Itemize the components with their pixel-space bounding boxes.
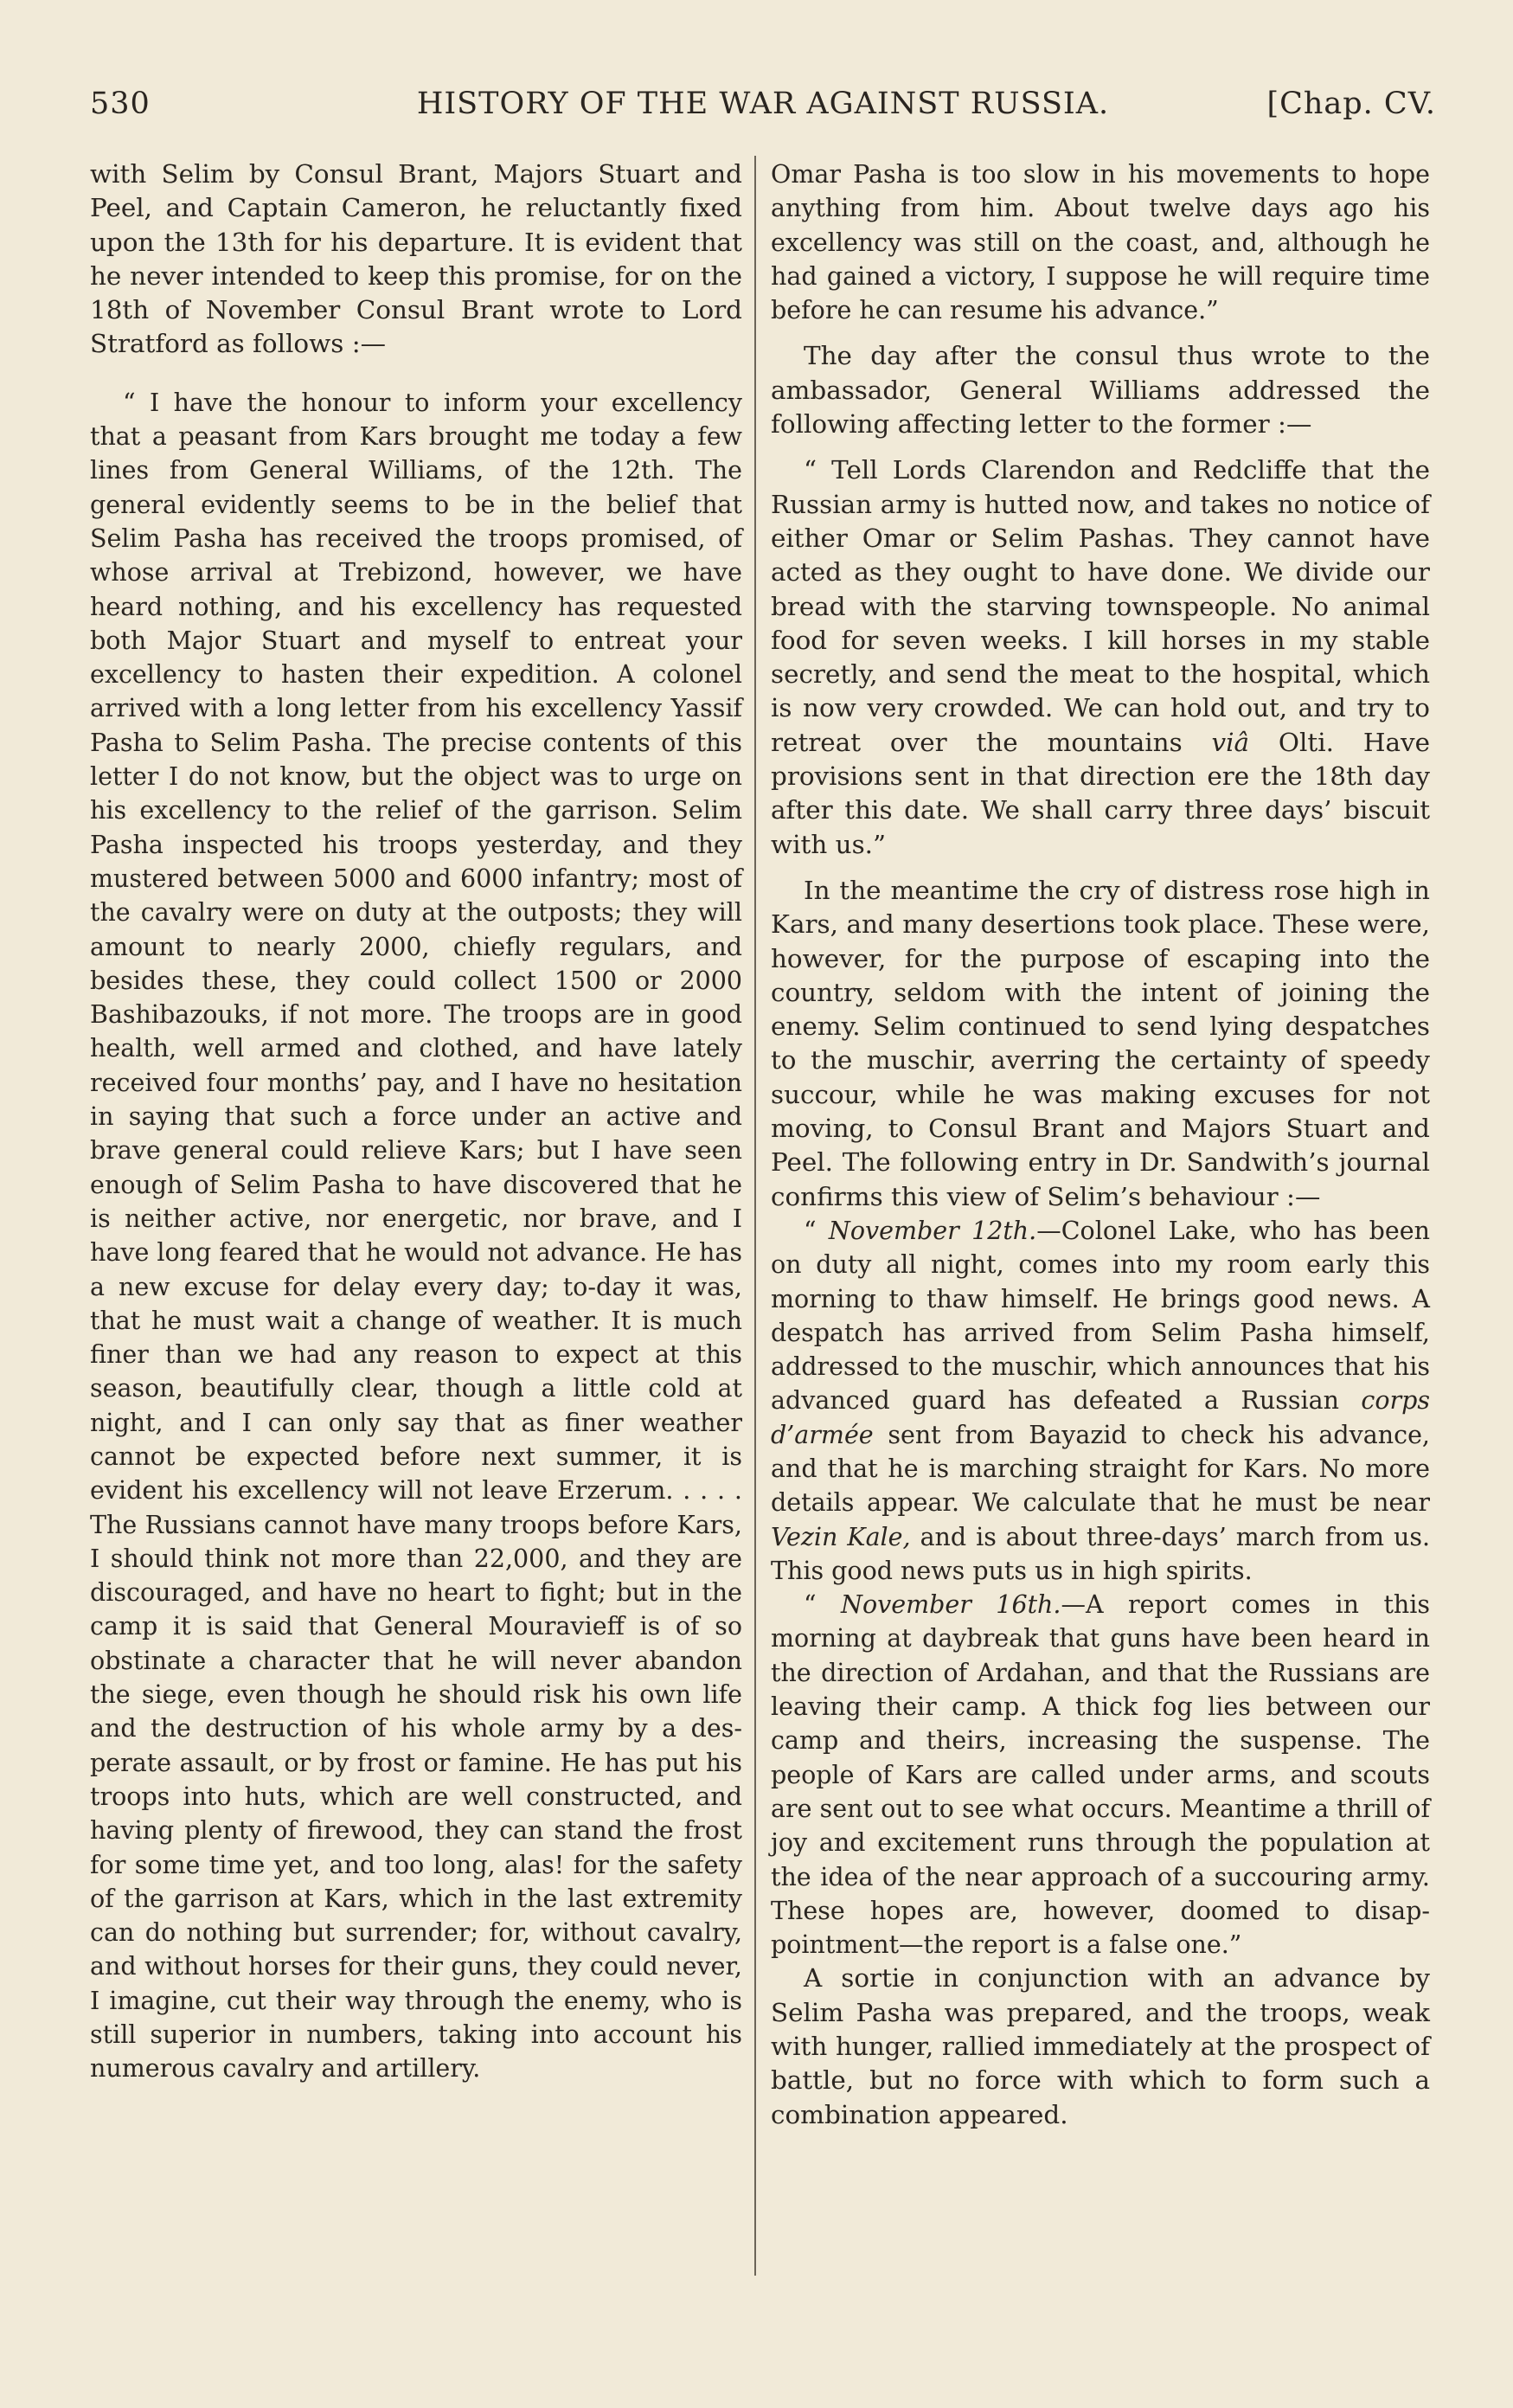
paragraph: A sortie in conjunction with an advance by Selim Pasha was prepared, and the troops, weak with hunger, rallied immediately at the prospect of battle, but no force with which to form such a combination appeared. bbox=[771, 1963, 1430, 2129]
entry-date: November 12th. bbox=[828, 1216, 1037, 1245]
text-run: sent from Bayazid to check his advance, and that he is marching straight for Kars. No more details appear. We calculate that he must be near bbox=[771, 1420, 1430, 1518]
text-run: “ bbox=[804, 1590, 842, 1620]
page-number: 530 bbox=[90, 87, 151, 121]
text-run: and is about three-days’ march from us. This good news puts us in high spirits. bbox=[771, 1522, 1431, 1585]
text-run: “ Tell Lords Clarendon and Redcliffe that the Russian army is hutted now, and takes no notice of either Omar or Selim Pashas. They cannot have acted as they ought to have done. We divide our bread with the starving townspeople. No animal food for seven weeks. I kill horses in my stable secretly, and send the meat to the hospital, which is now very crowded. We can hold out, and try to retreat over the mountains bbox=[771, 455, 1430, 757]
text-run: Olti. Have provisions sent in that direction ere the 18th day after this date. We shall carry three days’ biscuit with us.” bbox=[771, 727, 1430, 859]
chapter-label: [Chap. CV. bbox=[1266, 87, 1436, 121]
column-divider bbox=[754, 156, 756, 2276]
quoted-letter-end: Omar Pasha is too slow in his movements to hope anything from him. About twelve days ago his excellency was still on the coast, and, although he had gained a victory, I suppose he will require time before he can resume his advance.” bbox=[771, 160, 1430, 325]
paragraph: In the meantime the cry of distress rose high in Kars, and many desertions took place. These were, however, for the purpose of escaping into the country, seldom with the intent of joining the enemy. Selim continued to send lying despatches to the muschir, averring the certainty of speedy succour, while he was making excuses for not moving, to Consul Brant and Majors Stuart and Peel. The following entry in Dr. Sandwith’s journal confirms this view of Selim’s behaviour :— bbox=[771, 875, 1430, 1211]
page-header bbox=[90, 87, 1436, 138]
quoted-letter: “ I have the honour to inform your excellency that a peasant from Kars brought me today a few lines from General Williams, of the 12th. The general evidently seems to be in the belief that Selim Pasha has received the troops promised, of whose arrival at Trebizond, however, we have heard nothing, and his excellency has requested both Major Stuart and myself to entreat your excellency to hasten their expedition. A colonel arrived with a long letter from his excellency Yassif Pasha to Selim Pasha. The precise contents of this letter I do not know, but the object was to urge on his excellency to the relief of the garrison. Selim Pasha inspected his troops yesterday, and they mustered between 5000 and 6000 infantry; most of the cavalry were on duty at the outposts; they will amount to nearly 2000, chiefly regulars, and besides these, they could collect 1500 or 2000 Bashibazouks, if not more. The troops are in good health, well armed and clothed, and have lately received four months’ pay, and I have no hesitation in saying that such a force under an active and brave general could relieve Kars; but I have seen enough of Selim Pasha to have discovered that he is neither active, nor energetic, nor brave, and I have long feared that he would not advance. He has a new excuse for delay every day; to-day it was, that he must wait a change of weather. It is much finer than we had any reason to expect at this season, beautifully clear, though a little cold at night, and I can only say that as finer weather cannot be expected before next summer, it is evident his excellency will not leave Erzerum. . . . . The Russians cannot have many troops before Kars, I should think not more than 22,000, and they are discouraged, and have no heart to fight; but in the camp it is said that General Mouravieff is of so obstinate a character that he will never abandon the siege, even though he should risk his own life and the destruction of his whole army by a desperate assault, or by frost or famine. He has put his troops into huts, which are well constructed, and having plenty of firewood, they can stand the frost for some time yet, and too long, alas! for the safety of the garrison at Kars, which in the last extremity can do nothing but surrender; for, without cavalry, and without horses for their guns, they could never, I imagine, cut their way through the enemy, who is still superior in numbers, taking into account his numerous cavalry and artillery. bbox=[90, 388, 742, 2084]
left-column bbox=[90, 157, 742, 2086]
paragraph: The day after the consul thus wrote to the ambassador, General Williams addressed the following affecting letter to the former :— bbox=[771, 341, 1430, 440]
text-run: “ bbox=[804, 1216, 829, 1245]
entry-date: November 16th. bbox=[841, 1590, 1061, 1620]
journal-entry bbox=[771, 1588, 1430, 1962]
text-run: —A report comes in this morning at daybreak that guns have been heard in the direction of Ardahan, and that the Russians are leaving their camp. A thick fog lies between our camp and theirs, increasing the suspense. The people of Kars are called under arms, and scouts are sent out to see what occurs. Meantime a thrill of joy and excitement runs through the population at the idea of the near approach of a succouring army. These hopes are, however, doomed to disappointment—the report is a false one.” bbox=[771, 1590, 1430, 1960]
quoted-letter bbox=[771, 453, 1430, 862]
italic-text: Vezin Kale, bbox=[771, 1522, 911, 1551]
journal-entry bbox=[771, 1214, 1430, 1588]
text-run: —Colonel Lake, who has been on duty all night, comes into my room early this morning to thaw himself. He brings good news. A despatch has arrived from Selim Pasha himself, addressed to the muschir, which announces that his advanced guard has defeated a Russian bbox=[771, 1216, 1431, 1416]
italic-text: corps d’armée bbox=[771, 1386, 1430, 1449]
running-title: HISTORY OF THE WAR AGAINST RUSSIA. bbox=[416, 87, 1110, 121]
right-column bbox=[771, 157, 1430, 2132]
italic-text: viâ bbox=[1211, 727, 1250, 757]
paragraph: with Selim by Consul Brant, Majors Stuart and Peel, and Captain Cameron, he reluctantly fixed upon the 13th for his departure. It is evident that he never intended to keep this promise, for on the 18th of November Consul Brant wrote to Lord Stratford as follows :— bbox=[90, 159, 742, 359]
